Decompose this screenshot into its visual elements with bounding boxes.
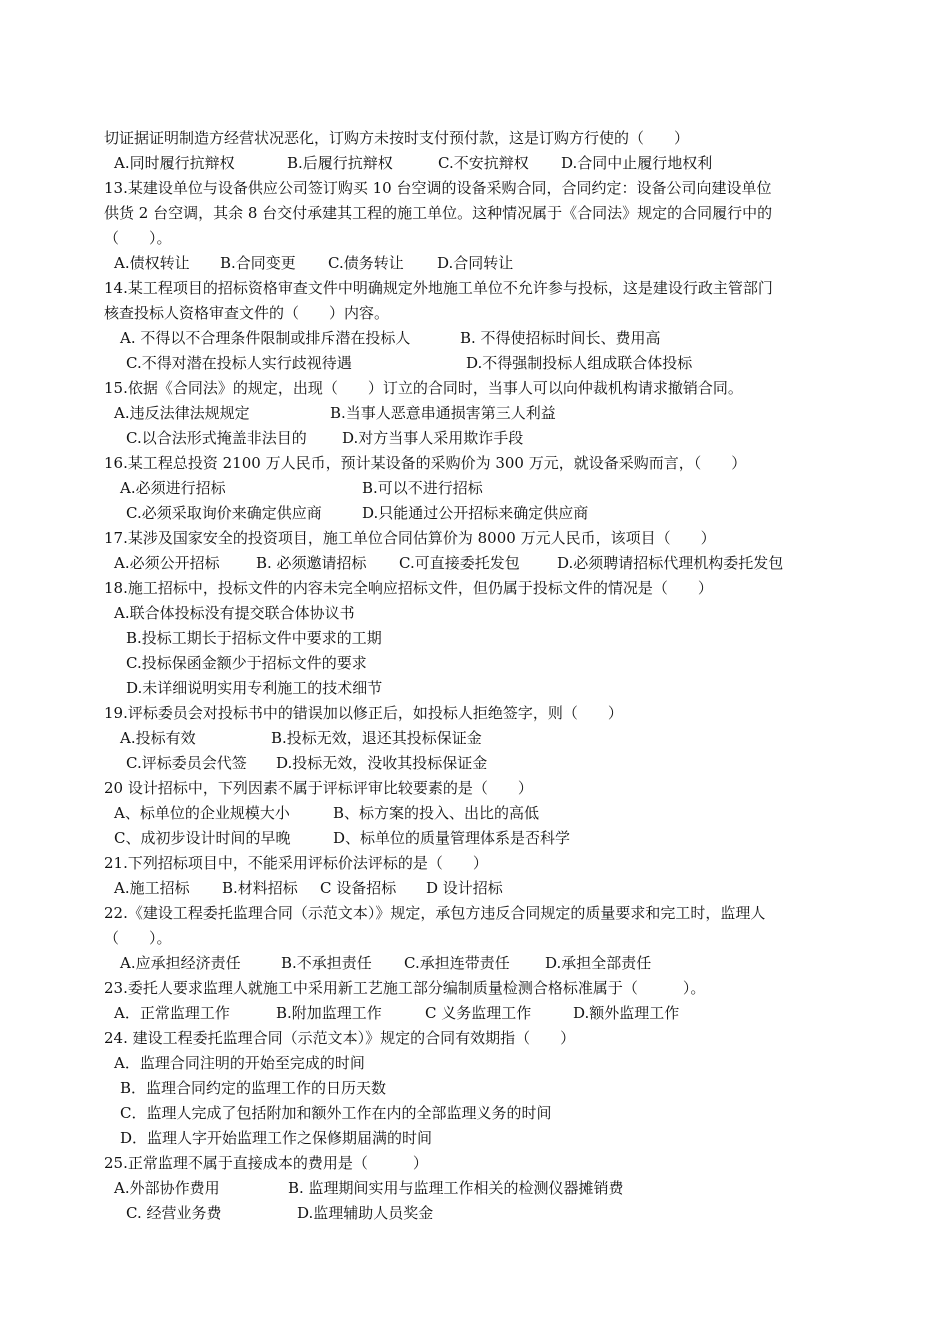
answer-option: C.投标保函金额少于招标文件的要求 [126, 654, 367, 672]
answer-option: C.承担连带责任 [404, 954, 510, 972]
question-line: 核查投标人资格审查文件的（ ）内容。 [104, 304, 390, 322]
answer-option: C.不安抗辩权 [438, 154, 529, 172]
answer-option: C.以合法形式掩盖非法目的 [126, 429, 307, 447]
answer-option: D.监理辅助人员奖金 [297, 1204, 434, 1222]
answer-option: A、标单位的企业规模大小 [114, 804, 290, 822]
answer-option: A.应承担经济责任 [120, 954, 241, 972]
answer-option: A．正常监理工作 [114, 1004, 230, 1022]
question-line: 15.依据《合同法》的规定，出现（ ）订立的合同时，当事人可以向仲裁机构请求撤销合同。 [104, 379, 743, 397]
answer-option: B.材料招标 [222, 879, 298, 897]
answer-option: C. 经营业务费 [126, 1204, 222, 1222]
question-line: 17.某涉及国家安全的投资项目，施工单位合同估算价为 8000 万元人民币，该项目（ ） [104, 529, 716, 547]
answer-option: B. 不得使招标时间长、费用高 [460, 329, 661, 347]
answer-option: D.投标无效，没收其投标保证金 [276, 754, 488, 772]
answer-option: D.合同中止履行地权利 [561, 154, 713, 172]
answer-option: D.对方当事人采用欺诈手段 [342, 429, 524, 447]
answer-option: B.投标无效，退还其投标保证金 [271, 729, 482, 747]
answer-option: C、成初步设计时间的早晚 [114, 829, 291, 847]
question-line: 18.施工招标中，投标文件的内容未完全响应招标文件，但仍属于投标文件的情况是（ ） [104, 579, 713, 597]
answer-option: A．监理合同注明的开始至完成的时间 [114, 1054, 365, 1072]
question-line: 22.《建设工程委托监理合同（示范文本）》规定，承包方违反合同规定的质量要求和完工时，监理人 [104, 904, 766, 922]
answer-option: D.必须聘请招标代理机构委托发包 [557, 554, 784, 572]
question-line: 14.某工程项目的招标资格审查文件中明确规定外地施工单位不允许参与投标，这是建设行政主管部门 [104, 279, 773, 297]
answer-option: C.必须采取询价来确定供应商 [126, 504, 322, 522]
answer-option: B.可以不进行招标 [362, 479, 483, 497]
answer-option: C.可直接委托发包 [399, 554, 520, 572]
answer-option: A.必须进行招标 [120, 479, 226, 497]
answer-option: B. 监理期间实用与监理工作相关的检测仪器摊销费 [288, 1179, 624, 1197]
question-line: 切证据证明制造方经营状况恶化，订购方未按时支付预付款，这是订购方行使的（ ） [104, 129, 690, 147]
answer-option: A.联合体投标没有提交联合体协议书 [114, 604, 355, 622]
answer-option: C 义务监理工作 [425, 1004, 532, 1022]
answer-option: B.附加监理工作 [276, 1004, 382, 1022]
answer-option: C.评标委员会代签 [126, 754, 247, 772]
answer-option: B.后履行抗辩权 [287, 154, 393, 172]
answer-option: A.同时履行抗辩权 [114, 154, 235, 172]
answer-option: C.不得对潜在投标人实行歧视待遇 [126, 354, 352, 372]
answer-option: A.施工招标 [114, 879, 190, 897]
answer-option: D.合同转让 [437, 254, 514, 272]
question-line: （ ）。 [104, 929, 172, 947]
answer-option: D 设计招标 [426, 879, 503, 897]
answer-option: A.投标有效 [120, 729, 196, 747]
question-line: 21.下列招标项目中，不能采用评标价法评标的是（ ） [104, 854, 488, 872]
question-line: 供货 2 台空调，其余 8 台交付承建其工程的施工单位。这种情况属于《合同法》规定的合同履行中的 [104, 204, 773, 222]
answer-option: B、标方案的投入、出比的高低 [333, 804, 540, 822]
question-line: 20 设计招标中，下列因素不属于评标评审比较要素的是（ ） [104, 779, 533, 797]
answer-option: B．监理合同约定的监理工作的日历天数 [120, 1079, 387, 1097]
answer-option: D.只能通过公开招标来确定供应商 [362, 504, 589, 522]
answer-option: C．监理人完成了包括附加和额外工作在内的全部监理义务的时间 [120, 1104, 552, 1122]
answer-option: A.违反法律法规规定 [114, 404, 250, 422]
answer-option: B.当事人恶意串通损害第三人利益 [330, 404, 556, 422]
answer-option: B.合同变更 [220, 254, 296, 272]
answer-option: D.额外监理工作 [573, 1004, 680, 1022]
answer-option: C.债务转让 [328, 254, 404, 272]
answer-option: B.投标工期长于招标文件中要求的工期 [126, 629, 382, 647]
question-line: 24. 建设工程委托监理合同（示范文本）》规定的合同有效期指（ ） [104, 1029, 576, 1047]
answer-option: A.外部协作费用 [114, 1179, 220, 1197]
answer-option: D.不得强制投标人组成联合体投标 [466, 354, 693, 372]
question-line: （ ）。 [104, 229, 172, 247]
question-line: 16.某工程总投资 2100 万人民币，预计某设备的采购价为 300 万元，就设备采购而言，（ ） [104, 454, 747, 472]
answer-option: C 设备招标 [320, 879, 397, 897]
question-line: 23.委托人要求监理人就施工中采用新工艺施工部分编制质量检测合格标准属于（ ）。 [104, 979, 706, 997]
question-line: 19.评标委员会对投标书中的错误加以修正后，如投标人拒绝签字，则（ ） [104, 704, 623, 722]
answer-option: B. 必须邀请招标 [256, 554, 367, 572]
answer-option: D．监理人字开始监理工作之保修期届满的时间 [120, 1129, 433, 1147]
answer-option: A.必须公开招标 [114, 554, 220, 572]
question-line: 25.正常监理不属于直接成本的费用是（ ） [104, 1154, 428, 1172]
answer-option: D.承担全部责任 [545, 954, 652, 972]
answer-option: B.不承担责任 [281, 954, 372, 972]
answer-option: D.未详细说明实用专利施工的技术细节 [126, 679, 383, 697]
answer-option: A. 不得以不合理条件限制或排斥潜在投标人 [120, 329, 411, 347]
question-line: 13.某建设单位与设备供应公司签订购买 10 台空调的设备采购合同，合同约定：设备公司向建设单位 [104, 179, 772, 197]
answer-option: D、标单位的质量管理体系是否科学 [333, 829, 571, 847]
answer-option: A.债权转让 [114, 254, 190, 272]
